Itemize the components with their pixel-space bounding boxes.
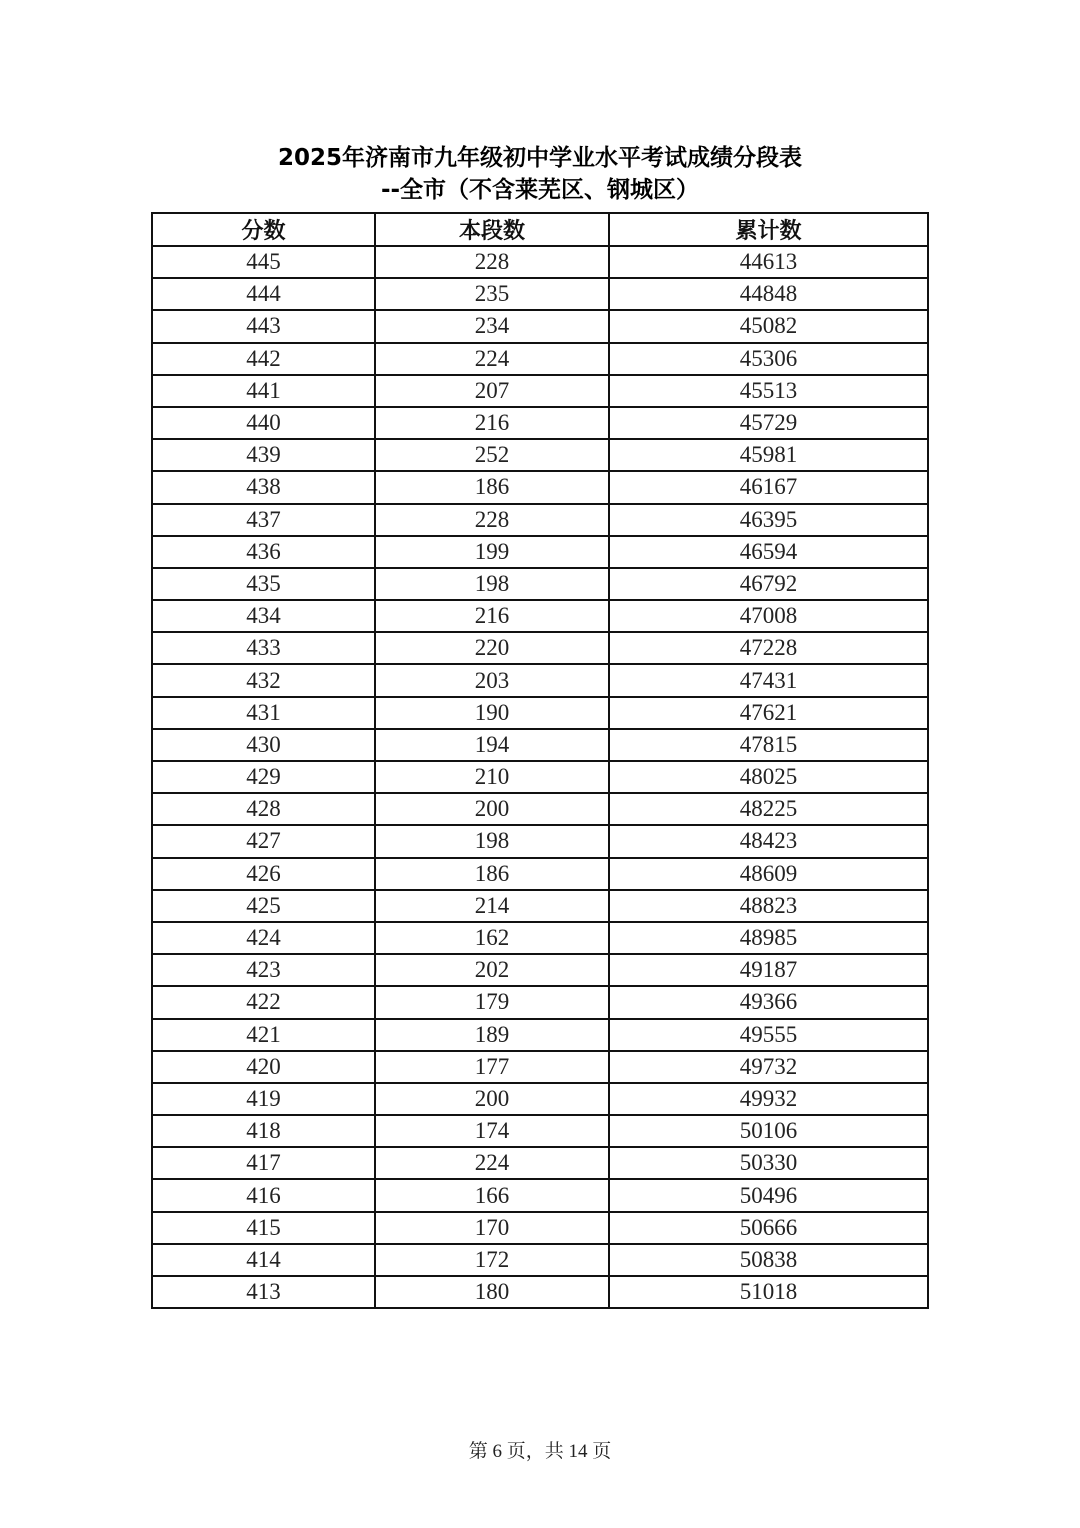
table-row [152, 1115, 928, 1147]
table-row [152, 1019, 928, 1051]
cell-cumulative-count: 49366 [609, 986, 928, 1018]
table-row [152, 278, 928, 310]
cell-segment-count: 220 [375, 632, 609, 664]
cell-score: 420 [152, 1051, 375, 1083]
cell-segment-count: 166 [375, 1179, 609, 1211]
cell-segment-count: 200 [375, 1083, 609, 1115]
cell-segment-count: 202 [375, 954, 609, 986]
table-row [152, 1212, 928, 1244]
cell-cumulative-count: 46167 [609, 471, 928, 503]
cell-score: 419 [152, 1083, 375, 1115]
cell-score: 432 [152, 664, 375, 696]
cell-score: 424 [152, 922, 375, 954]
cell-segment-count: 177 [375, 1051, 609, 1083]
cell-segment-count: 186 [375, 858, 609, 890]
cell-score: 426 [152, 858, 375, 890]
cell-cumulative-count: 45729 [609, 407, 928, 439]
cell-cumulative-count: 46594 [609, 536, 928, 568]
cell-score: 443 [152, 310, 375, 342]
page-number-footer: 第 6 页，共 14 页 [468, 1441, 612, 1462]
cell-cumulative-count: 48225 [609, 793, 928, 825]
cell-cumulative-count: 50330 [609, 1147, 928, 1179]
cell-cumulative-count: 48423 [609, 825, 928, 857]
cell-cumulative-count: 51018 [609, 1276, 928, 1308]
cell-cumulative-count: 49187 [609, 954, 928, 986]
cell-cumulative-count: 47621 [609, 697, 928, 729]
table-row [152, 664, 928, 696]
cell-segment-count: 228 [375, 504, 609, 536]
document-title [0, 142, 1080, 206]
cell-score: 422 [152, 986, 375, 1018]
table-row [152, 954, 928, 986]
cell-cumulative-count: 48025 [609, 761, 928, 793]
table-row [152, 632, 928, 664]
table-row [152, 439, 928, 471]
cell-segment-count: 216 [375, 407, 609, 439]
table-row [152, 375, 928, 407]
cell-score: 430 [152, 729, 375, 761]
table-row [152, 1179, 928, 1211]
cell-segment-count: 198 [375, 825, 609, 857]
cell-segment-count: 203 [375, 664, 609, 696]
cell-cumulative-count: 49932 [609, 1083, 928, 1115]
table-row [152, 1051, 928, 1083]
cell-score: 433 [152, 632, 375, 664]
table-row [152, 922, 928, 954]
table-row [152, 729, 928, 761]
cell-score: 431 [152, 697, 375, 729]
cell-cumulative-count: 48985 [609, 922, 928, 954]
table-row [152, 986, 928, 1018]
cell-cumulative-count: 45981 [609, 439, 928, 471]
cell-segment-count: 214 [375, 890, 609, 922]
cell-segment-count: 162 [375, 922, 609, 954]
cell-score: 445 [152, 246, 375, 278]
cell-segment-count: 180 [375, 1276, 609, 1308]
cell-score: 441 [152, 375, 375, 407]
cell-score: 444 [152, 278, 375, 310]
cell-score: 437 [152, 504, 375, 536]
cell-segment-count: 216 [375, 600, 609, 632]
cell-cumulative-count: 49555 [609, 1019, 928, 1051]
cell-score: 429 [152, 761, 375, 793]
cell-score: 436 [152, 536, 375, 568]
cell-cumulative-count: 48609 [609, 858, 928, 890]
cell-cumulative-count: 44848 [609, 278, 928, 310]
cell-score: 421 [152, 1019, 375, 1051]
table-row [152, 568, 928, 600]
cell-cumulative-count: 48823 [609, 890, 928, 922]
cell-score: 434 [152, 600, 375, 632]
cell-segment-count: 200 [375, 793, 609, 825]
cell-cumulative-count: 46792 [609, 568, 928, 600]
cell-score: 415 [152, 1212, 375, 1244]
cell-score: 427 [152, 825, 375, 857]
cell-score: 439 [152, 439, 375, 471]
table-row [152, 504, 928, 536]
cell-segment-count: 172 [375, 1244, 609, 1276]
cell-cumulative-count: 44613 [609, 246, 928, 278]
cell-segment-count: 190 [375, 697, 609, 729]
cell-score: 418 [152, 1115, 375, 1147]
cell-segment-count: 170 [375, 1212, 609, 1244]
table-row [152, 1147, 928, 1179]
cell-score: 425 [152, 890, 375, 922]
cell-score: 438 [152, 471, 375, 503]
table-row [152, 536, 928, 568]
table-row [152, 858, 928, 890]
cell-segment-count: 210 [375, 761, 609, 793]
table-row [152, 471, 928, 503]
cell-cumulative-count: 47008 [609, 600, 928, 632]
table-row [152, 1276, 928, 1308]
table-header-row [152, 213, 928, 246]
cell-segment-count: 174 [375, 1115, 609, 1147]
header-score: 分数 [152, 213, 375, 246]
cell-score: 416 [152, 1179, 375, 1211]
cell-cumulative-count: 46395 [609, 504, 928, 536]
cell-score: 442 [152, 343, 375, 375]
cell-segment-count: 189 [375, 1019, 609, 1051]
table-body [152, 246, 928, 1308]
header-segment-count: 本段数 [375, 213, 609, 246]
cell-cumulative-count: 47815 [609, 729, 928, 761]
table-row [152, 697, 928, 729]
cell-segment-count: 252 [375, 439, 609, 471]
cell-segment-count: 207 [375, 375, 609, 407]
score-distribution-table [151, 212, 929, 1309]
cell-score: 435 [152, 568, 375, 600]
cell-segment-count: 198 [375, 568, 609, 600]
cell-segment-count: 194 [375, 729, 609, 761]
table-row [152, 246, 928, 278]
title-main: 2025年济南市九年级初中学业水平考试成绩分段表 [277, 145, 802, 171]
cell-segment-count: 224 [375, 1147, 609, 1179]
table-row [152, 1083, 928, 1115]
table-row [152, 407, 928, 439]
cell-cumulative-count: 47228 [609, 632, 928, 664]
cell-segment-count: 224 [375, 343, 609, 375]
cell-cumulative-count: 50666 [609, 1212, 928, 1244]
table-row [152, 793, 928, 825]
table-row [152, 825, 928, 857]
cell-segment-count: 228 [375, 246, 609, 278]
cell-cumulative-count: 50106 [609, 1115, 928, 1147]
cell-cumulative-count: 50838 [609, 1244, 928, 1276]
table-row [152, 1244, 928, 1276]
cell-score: 414 [152, 1244, 375, 1276]
cell-score: 413 [152, 1276, 375, 1308]
cell-cumulative-count: 49732 [609, 1051, 928, 1083]
cell-segment-count: 186 [375, 471, 609, 503]
cell-score: 417 [152, 1147, 375, 1179]
cell-cumulative-count: 45082 [609, 310, 928, 342]
cell-segment-count: 179 [375, 986, 609, 1018]
cell-segment-count: 234 [375, 310, 609, 342]
cell-score: 440 [152, 407, 375, 439]
cell-segment-count: 235 [375, 278, 609, 310]
table-row [152, 890, 928, 922]
table-row [152, 343, 928, 375]
table-row [152, 761, 928, 793]
table-row [152, 600, 928, 632]
title-subtitle: --全市（不含莱芜区、钢城区） [380, 177, 700, 203]
cell-cumulative-count: 47431 [609, 664, 928, 696]
cell-score: 423 [152, 954, 375, 986]
cell-cumulative-count: 50496 [609, 1179, 928, 1211]
cell-segment-count: 199 [375, 536, 609, 568]
cell-cumulative-count: 45513 [609, 375, 928, 407]
table-row [152, 310, 928, 342]
header-cumulative-count: 累计数 [609, 213, 928, 246]
cell-score: 428 [152, 793, 375, 825]
cell-cumulative-count: 45306 [609, 343, 928, 375]
